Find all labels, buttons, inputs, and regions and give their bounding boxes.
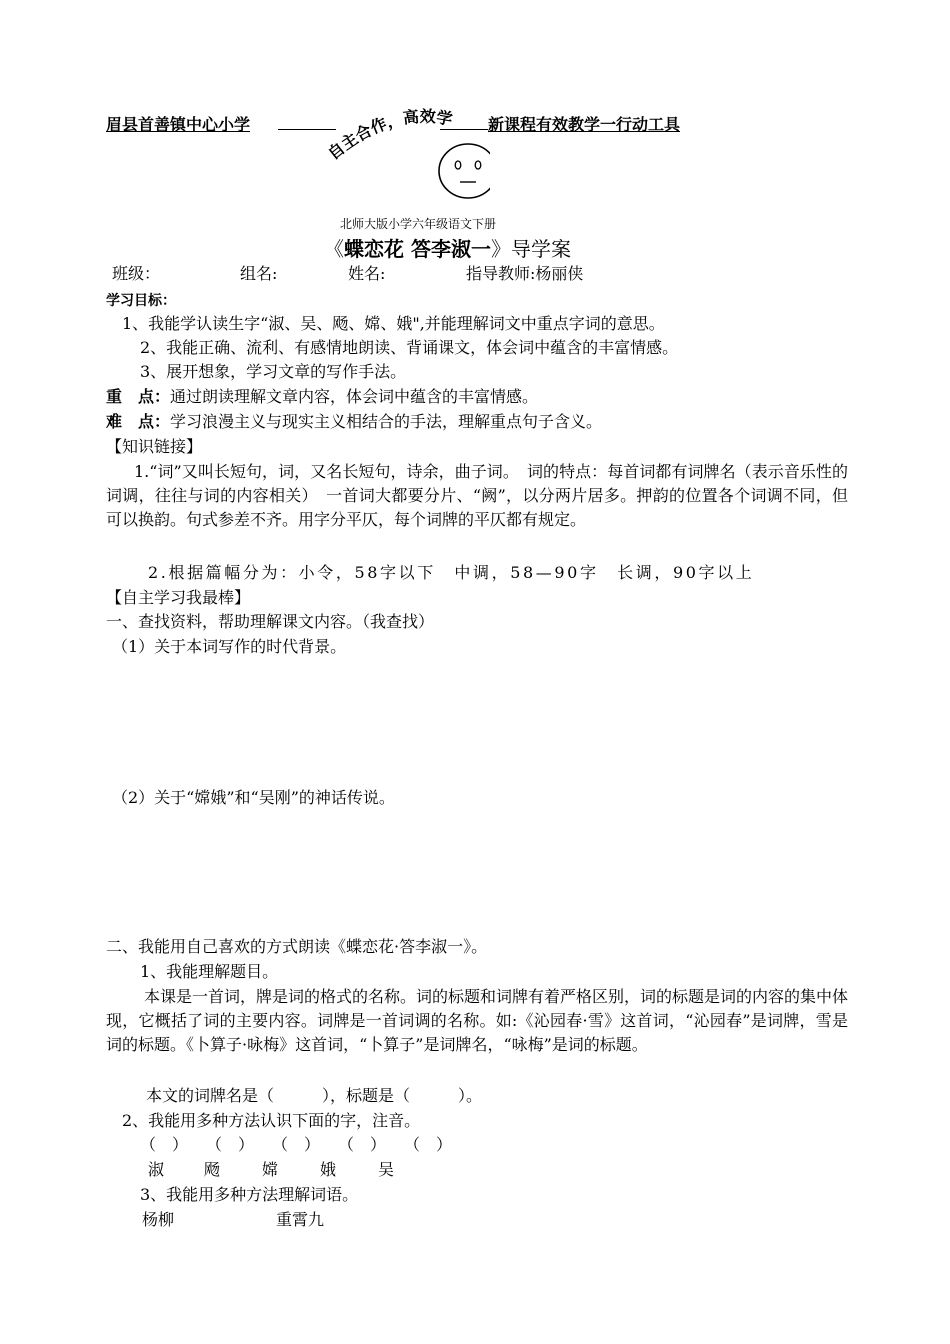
character-item: 淑: [148, 1160, 165, 1179]
school-name: 眉县首善镇中心小学: [106, 115, 251, 134]
section-2-step-1: 1、我能理解题目。: [140, 962, 279, 981]
character-item: 飏: [204, 1160, 221, 1179]
name-label: 姓名:: [348, 264, 386, 283]
motto-text: 自主合作，高效学: [324, 106, 454, 164]
doc-title: [324, 236, 571, 262]
fill-in-blank: 本文的词牌名是（ ），标题是（ ）。: [146, 1086, 483, 1105]
section-1-question-1: （1）关于本词写作的时代背景。: [112, 637, 347, 656]
title-suffix: 》导学案: [490, 237, 571, 261]
pinyin-blank: （ ）: [338, 1135, 387, 1154]
knowledge-paragraph-1: 1.“词”又叫长短句，词，又名长短句，诗余，曲子词。 词的特点：每首词都有词牌名（表示音乐性的词调，往往与词的内容相关） 一首词大都要分片、“阙”，以分两片居多。押韵的位置各个词调不同，但可以换韵。句式参差不齐。用字分平仄，每个词牌的平仄都有规定。: [106, 462, 848, 529]
difficult-label: 难 点：: [106, 412, 171, 431]
section-1-question-2: （2）关于“嫦娥”和“吴刚”的神话传说。: [112, 788, 395, 807]
doc-subtitle: 北师大版小学六年级语文下册: [340, 217, 497, 231]
pinyin-blank: （ ）: [140, 1135, 189, 1154]
section-2-title: 二、我能用自己喜欢的方式朗读《蝶恋花·答李淑一》。: [106, 937, 488, 956]
knowledge-paragraph-2: 2.根据篇幅分为：小令，58字以下 中调，58—90字 长调，90字以上: [148, 563, 755, 582]
self-study-heading: 【自主学习我最棒】: [106, 588, 251, 607]
difficult-text: 学习浪漫主义与现实主义相结合的手法，理解重点句子含义。: [170, 412, 603, 431]
character-item: 娥: [320, 1160, 337, 1179]
group-label: 组名:: [240, 264, 278, 283]
difficult-points: [106, 410, 602, 434]
smiley-face-icon: [439, 144, 490, 198]
key-text: 通过朗读理解文章内容，体会词中蕴含的丰富情感。: [170, 387, 539, 406]
key-points: [106, 385, 538, 409]
goal-item-1: 1、我能学认读生字“淑、吴、飏、嫦、娥",并能理解词文中重点字词的意思。: [122, 314, 665, 333]
vocab-word: 重霄九: [276, 1210, 325, 1229]
character-item: 吴: [378, 1160, 395, 1179]
title-prefix: 《: [324, 237, 344, 261]
vocab-word: 杨柳: [142, 1210, 175, 1229]
section-2-explanation: 本课是一首词，牌是词的格式的名称。词的标题和词牌有着严格区别，词的标题是词的内容的集中体现，它概括了词的主要内容。词牌是一首词调的名称。如:《沁园春·雪》这首词，“沁园春”是词牌，雪是词的标题。《卜算子·咏梅》这首词，“卜算子”是词牌名，“咏梅”是词的标题。: [106, 987, 849, 1054]
goals-heading: 学习目标：: [106, 293, 176, 309]
character-item: 嫦: [262, 1160, 279, 1179]
section-1-title: 一、查找资料，帮助理解课文内容。（我查找）: [106, 612, 435, 631]
pinyin-blank: （ ）: [404, 1135, 453, 1154]
pinyin-blank: （ ）: [272, 1135, 321, 1154]
motto-logo: [320, 92, 490, 202]
teacher-label: 指导教师:杨丽侠: [466, 264, 584, 283]
knowledge-heading: 【知识链接】: [106, 437, 203, 456]
goal-item-3: 3、展开想象，学习文章的写作手法。: [140, 362, 407, 381]
section-2-step-3: 3、我能用多种方法理解词语。: [140, 1185, 359, 1204]
key-label: 重 点：: [106, 387, 171, 406]
pinyin-blank: （ ）: [206, 1135, 255, 1154]
title-main: 蝶恋花 答李淑一: [344, 237, 491, 261]
tool-name: 新课程有效教学一行动工具: [488, 115, 681, 134]
class-label: 班级：: [112, 264, 161, 283]
goal-item-2: 2、我能正确、流利、有感情地朗读、背诵课文，体会词中蕴含的丰富情感。: [140, 338, 679, 357]
section-2-step-2: 2、我能用多种方法认识下面的字，注音。: [122, 1111, 421, 1130]
